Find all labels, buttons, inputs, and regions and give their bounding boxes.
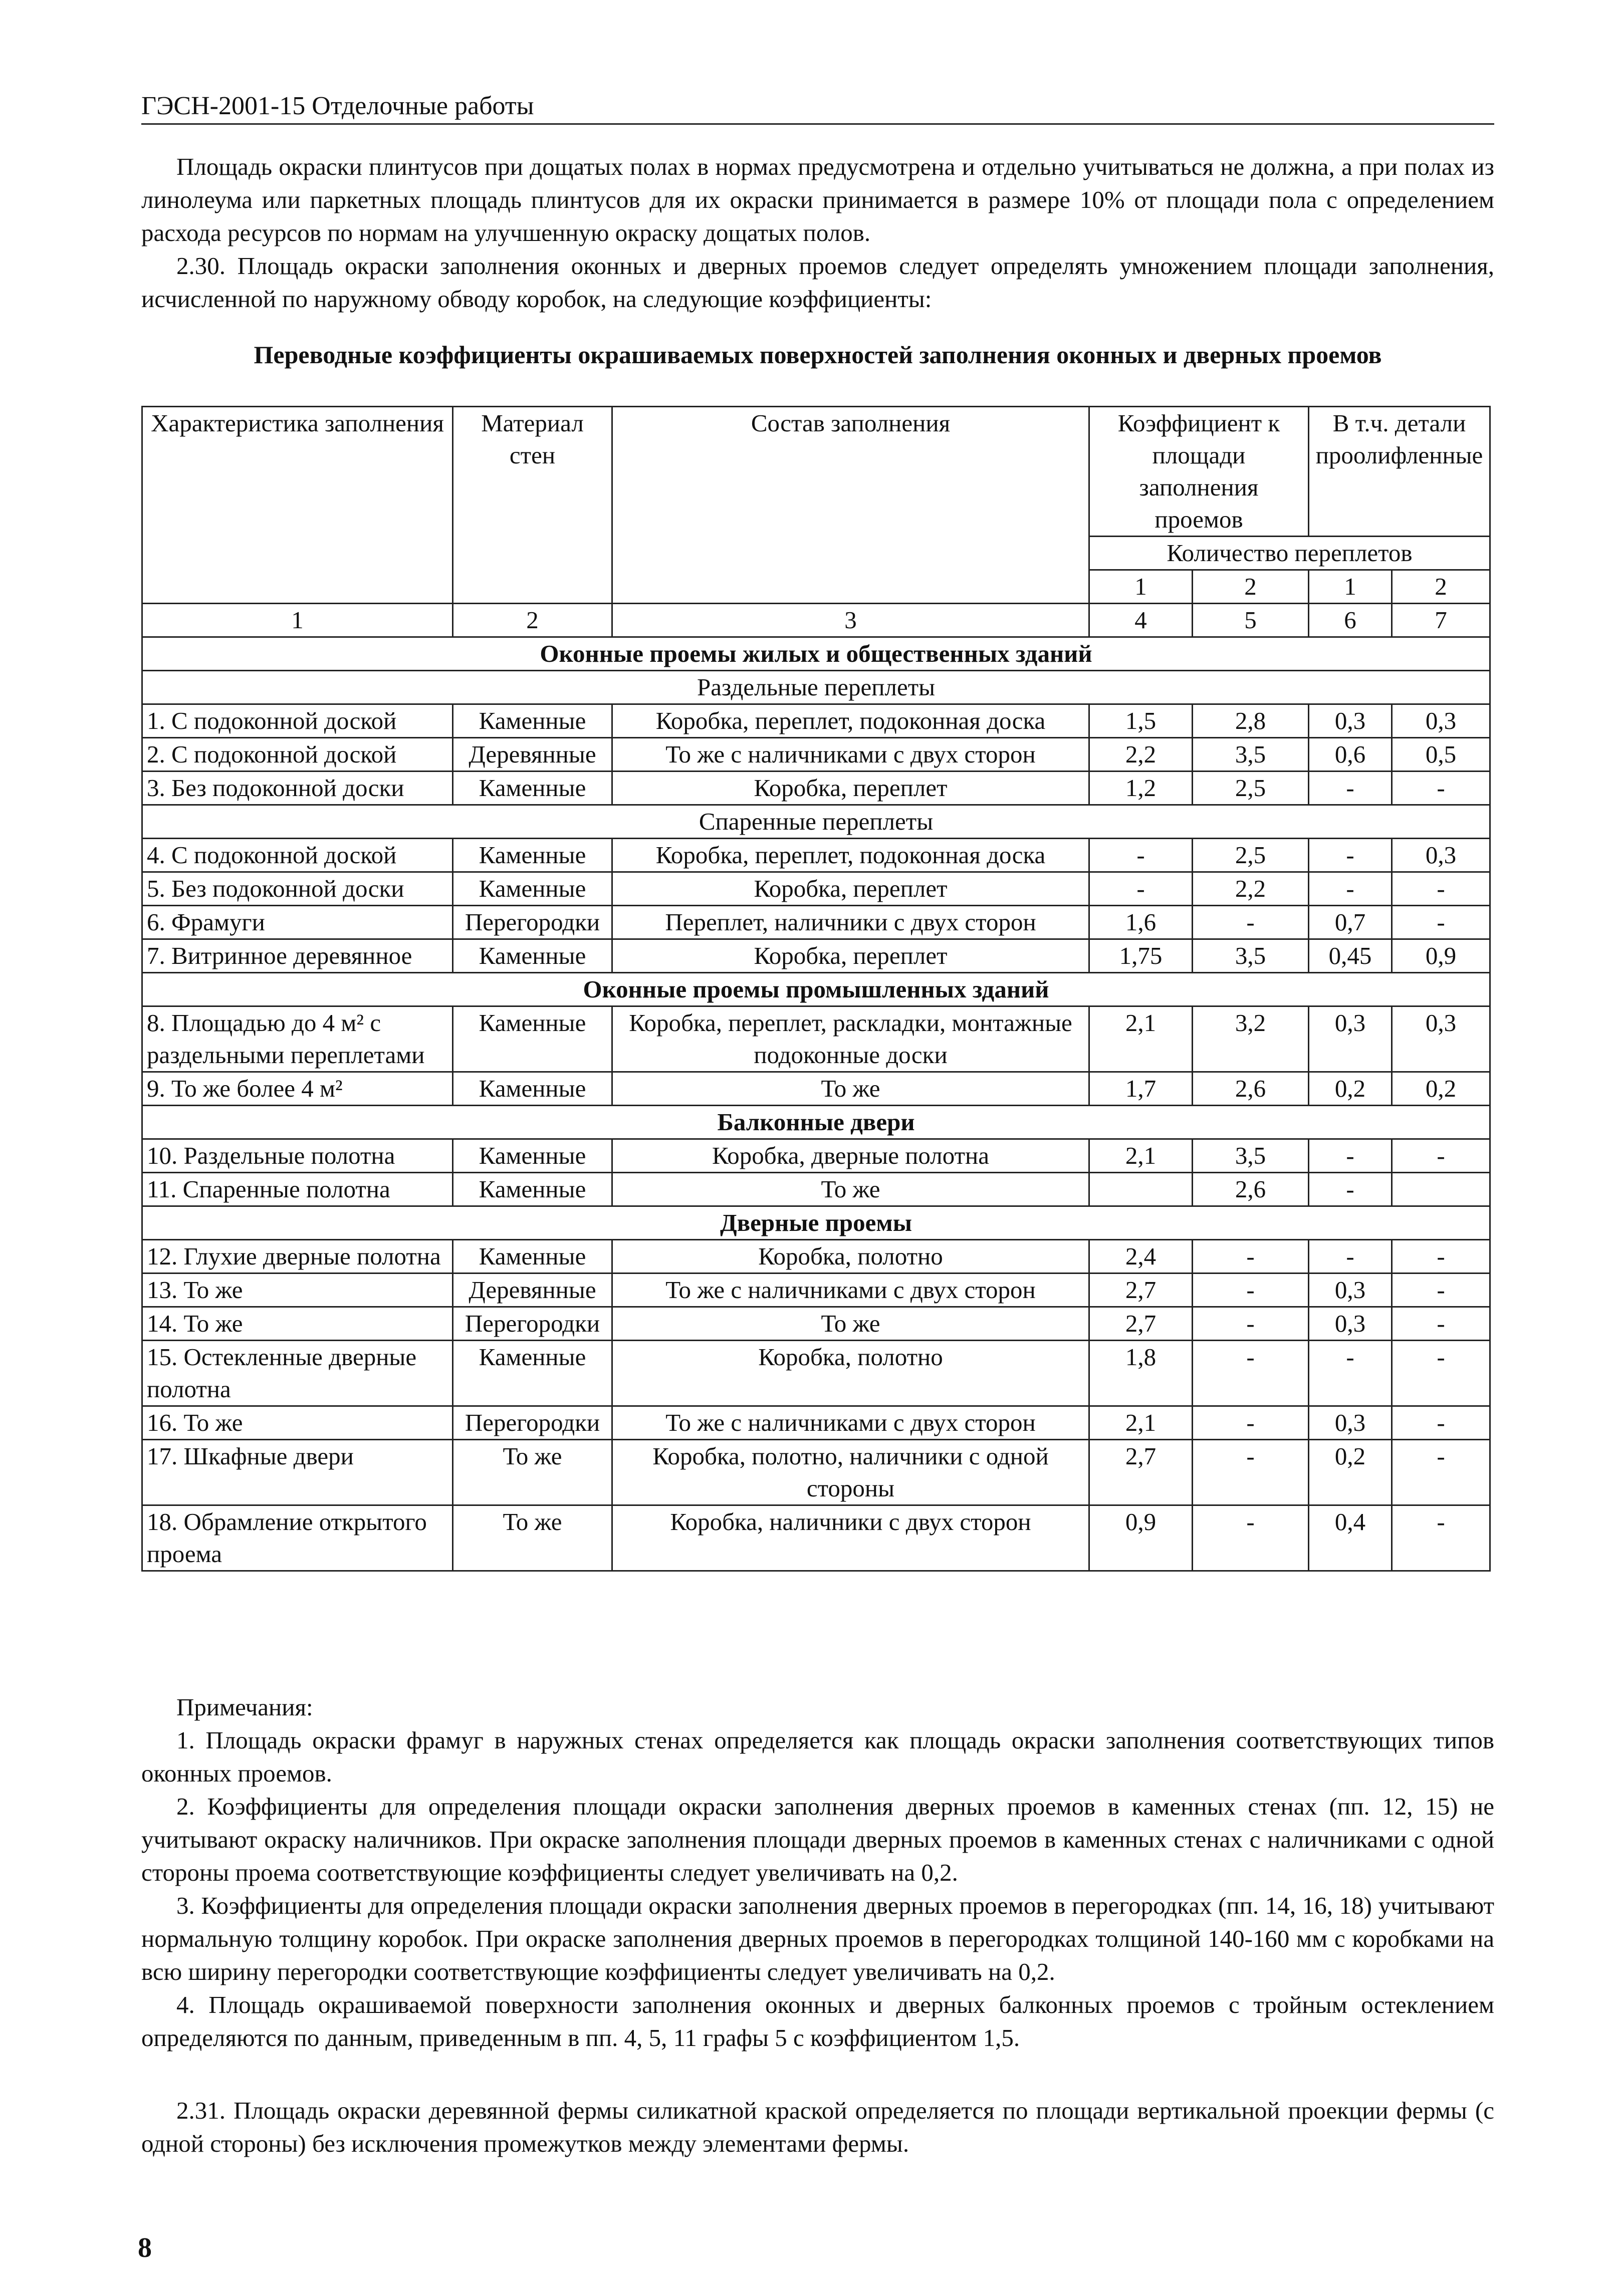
table-cell: 2,1 [1089,1406,1193,1440]
table-row [142,704,1490,738]
table-cell: 2,2 [1089,738,1193,772]
table-cell: - [1193,1307,1309,1341]
table-cell: 2,5 [1193,839,1309,872]
table-cell: - [1309,1139,1392,1173]
table-cell: - [1089,872,1193,906]
table-cell: 6. Фрамуги [142,906,453,939]
table-cell: 3,2 [1193,1006,1309,1072]
column-number: 4 [1089,604,1193,637]
table-row [142,1406,1490,1440]
column-number: 5 [1193,604,1309,637]
subsection-heading-row [142,671,1490,704]
table-row [142,772,1490,805]
table-cell: 0,2 [1392,1072,1490,1106]
section-heading: Дверные проемы [142,1206,1490,1240]
table-cell: 11. Спаренные полотна [142,1173,453,1206]
table-cell: - [1309,1240,1392,1273]
table-cell: - [1089,839,1193,872]
table-cell: 0,3 [1392,839,1490,872]
table-cell: - [1392,1307,1490,1341]
table-cell: 0,3 [1309,1406,1392,1440]
table-cell: Каменные [453,1006,612,1072]
table-cell: Коробка, наличники с двух сторон [612,1505,1089,1571]
table-cell: 7. Витринное деревянное [142,939,453,973]
column-header: 1 [1089,570,1193,604]
table-cell: - [1309,1341,1392,1406]
table-cell: - [1193,1273,1309,1307]
table-cell: То же [453,1505,612,1571]
table-cell: То же [612,1072,1089,1106]
table-row [142,1173,1490,1206]
table-cell: Каменные [453,1173,612,1206]
table-cell: Каменные [453,704,612,738]
table-cell: 2,2 [1193,872,1309,906]
table-cell: Коробка, переплет [612,772,1089,805]
table-cell: 2,1 [1089,1006,1193,1072]
table-cell: 2,7 [1089,1307,1193,1341]
table-cell: 8. Площадью до 4 м² с раздельными переплетами [142,1006,453,1072]
table-row [142,872,1490,906]
table-cell: 0,9 [1392,939,1490,973]
column-header: Коэффициент к площади заполнения проемов [1089,407,1309,537]
table-cell: 1,2 [1089,772,1193,805]
table-cell: - [1392,872,1490,906]
table-cell: 3. Без подоконной доски [142,772,453,805]
column-header: 1 [1309,570,1392,604]
table-cell: 3,5 [1193,1139,1309,1173]
coefficients-table [141,406,1491,1572]
table-cell: - [1392,1440,1490,1505]
table-title: Переводные коэффициенты окрашиваемых поверхностей заполнения оконных и дверных проемов [254,341,1382,369]
section-heading: Балконные двери [142,1106,1490,1139]
table-cell: 0,2 [1309,1072,1392,1106]
section-heading-row [142,973,1490,1006]
table-cell: 0,7 [1309,906,1392,939]
table-cell: Коробка, переплет, подоконная доска [612,839,1089,872]
paragraph-2-31: 2.31. Площадь окраски деревянной фермы силикатной краской определяется по площади вертикальной проекции фермы (с одной стороны) без исключения промежутков между элементами фермы. [141,2097,1494,2157]
section-heading: Оконные проемы промышленных зданий [142,973,1490,1006]
table-cell: 0,3 [1309,1273,1392,1307]
table-cell: Каменные [453,1240,612,1273]
column-header: 2 [1392,570,1490,604]
column-number: 6 [1309,604,1392,637]
table-cell: - [1193,1440,1309,1505]
table-row [142,1307,1490,1341]
table-row [142,839,1490,872]
table-cell: - [1193,1406,1309,1440]
document-header: ГЭСН-2001-15 Отделочные работы [141,90,1494,125]
table-row [142,1341,1490,1406]
table-cell: 2,7 [1089,1440,1193,1505]
table-cell: 0,3 [1392,1006,1490,1072]
note-item: 3. Коэффициенты для определения площади окраски заполнения дверных проемов в перегородках (пп. 14, 16, 18) учитывают нормальную толщину коробок. При окраске заполнения дверных проемов в перегородках толщиной 140-160 мм с коробками на всю ширину перегородки соответствующие коэффициенты следует увеличивать на 0,2. [141,1892,1494,1985]
table-cell: Каменные [453,1139,612,1173]
table-cell: Перегородки [453,906,612,939]
section-heading-row [142,1106,1490,1139]
table-cell: - [1193,906,1309,939]
table-cell: 17. Шкафные двери [142,1440,453,1505]
table-cell: - [1392,1406,1490,1440]
table-row [142,1505,1490,1571]
table-cell [1392,1173,1490,1206]
table-row [142,1072,1490,1106]
paragraph-2-30: 2.30. Площадь окраски заполнения оконных и дверных проемов следует определять умножением площади заполнения, исчисленной по наружному обводу коробок, на следующие коэффициенты: [141,252,1494,313]
table-cell: То же с наличниками с двух сторон [612,1406,1089,1440]
page-number: 8 [138,2232,152,2263]
table-cell: - [1392,906,1490,939]
table-cell: Коробка, полотно [612,1240,1089,1273]
table-cell: 1,6 [1089,906,1193,939]
notes-section [141,1691,1494,2055]
subsection-heading-row [142,805,1490,839]
table-row [142,1240,1490,1273]
table-cell: Коробка, переплет [612,872,1089,906]
note-item: 2. Коэффициенты для определения площади окраски заполнения дверных проемов в каменных стенах (пп. 12, 15) не учитывают окраску наличников. При окраске заполнения площади дверных проемов в каменных стенах с наличниками с одной стороны проема соответствующие коэффициенты следует увеличивать на 0,2. [141,1793,1494,1886]
table-cell: 0,3 [1309,704,1392,738]
table-cell: 2,1 [1089,1139,1193,1173]
table-cell: Каменные [453,1341,612,1406]
table-cell: 0,3 [1392,704,1490,738]
column-header: 2 [1193,570,1309,604]
table-cell: Каменные [453,872,612,906]
table-cell: Перегородки [453,1406,612,1440]
table-row [142,738,1490,772]
table-cell: Перегородки [453,1307,612,1341]
table-cell: 16. То же [142,1406,453,1440]
table-cell: 4. С подоконной доской [142,839,453,872]
table-cell: 0,9 [1089,1505,1193,1571]
table-cell: Коробка, переплет, раскладки, монтажные подоконные доски [612,1006,1089,1072]
column-number-row [142,604,1490,637]
table-cell: Коробка, дверные полотна [612,1139,1089,1173]
table-cell: 1,7 [1089,1072,1193,1106]
table-cell: - [1309,839,1392,872]
table-cell: 14. То же [142,1307,453,1341]
table-cell: Коробка, переплет [612,939,1089,973]
table-cell: 0,4 [1309,1505,1392,1571]
table-cell: 1. С подоконной доской [142,704,453,738]
table-cell: Деревянные [453,1273,612,1307]
table-row [142,1273,1490,1307]
table-cell: 2,6 [1193,1072,1309,1106]
table-cell: Деревянные [453,738,612,772]
table-row [142,1139,1490,1173]
paragraph-plinth: Площадь окраски плинтусов при дощатых полах в нормах предусмотрена и отдельно учитываться не должна, а при полах из линолеума или паркетных площадь плинтусов для их окраски принимается в размере 10% от площади пола с определением расхода ресурсов по нормам на улучшенную окраску дощатых полов. [141,153,1494,246]
column-header: Количество переплетов [1089,537,1490,570]
table-row [142,939,1490,973]
column-number: 3 [612,604,1089,637]
table-cell: То же [612,1173,1089,1206]
table-cell: - [1392,1273,1490,1307]
table-row [142,1440,1490,1505]
table-cell: 0,3 [1309,1006,1392,1072]
table-cell: 2,7 [1089,1273,1193,1307]
table-cell [1089,1173,1193,1206]
table-body [142,637,1490,1571]
table-cell: Каменные [453,939,612,973]
table-cell: - [1193,1240,1309,1273]
table-cell: 0,45 [1309,939,1392,973]
table-cell: Каменные [453,839,612,872]
table-cell: - [1309,1173,1392,1206]
note-item: 4. Площадь окрашиваемой поверхности заполнения оконных и дверных балконных проемов с тройным остеклением определяются по данным, приведенным в пп. 4, 5, 11 графы 5 с коэффициентом 1,5. [141,1991,1494,2052]
table-cell: 1,8 [1089,1341,1193,1406]
table-cell: То же с наличниками с двух сторон [612,1273,1089,1307]
subsection-heading: Раздельные переплеты [142,671,1490,704]
table-cell: 1,5 [1089,704,1193,738]
column-header: Характеристика заполнения [142,407,453,604]
table-cell: 13. То же [142,1273,453,1307]
table-cell: Коробка, полотно [612,1341,1089,1406]
column-number: 2 [453,604,612,637]
section-heading-row [142,637,1490,671]
table-cell: 10. Раздельные полотна [142,1139,453,1173]
table-header-row [142,407,1490,537]
table-cell: Коробка, полотно, наличники с одной стороны [612,1440,1089,1505]
table-row [142,1006,1490,1072]
table-cell: - [1392,1139,1490,1173]
table-cell: - [1392,1341,1490,1406]
table-cell: Переплет, наличники с двух сторон [612,906,1089,939]
table-cell: 18. Обрамление открытого проема [142,1505,453,1571]
table-cell: 12. Глухие дверные полотна [142,1240,453,1273]
table-cell: 2. С подоконной доской [142,738,453,772]
table-cell: 2,5 [1193,772,1309,805]
table-cell: 0,2 [1309,1440,1392,1505]
notes-title: Примечания: [176,1693,313,1721]
table-cell: Каменные [453,1072,612,1106]
table-cell: 0,3 [1309,1307,1392,1341]
table-cell: - [1392,1505,1490,1571]
table-cell: То же [612,1307,1089,1341]
note-item: 1. Площадь окраски фрамуг в наружных стенах определяется как площадь окраски заполнения соответствующих типов оконных проемов. [141,1726,1494,1787]
column-header: Материал стен [453,407,612,604]
section-heading-row [142,1206,1490,1240]
table-cell: 9. То же более 4 м² [142,1072,453,1106]
table-cell: - [1309,872,1392,906]
table-cell: 0,6 [1309,738,1392,772]
column-number: 1 [142,604,453,637]
table-cell: 5. Без подоконной доски [142,872,453,906]
table-cell: То же [453,1440,612,1505]
table-cell: - [1309,772,1392,805]
column-header: В т.ч. детали проолифленные [1309,407,1490,537]
table-cell: То же с наличниками с двух сторон [612,738,1089,772]
table-cell: 0,5 [1392,738,1490,772]
table-cell: 2,6 [1193,1173,1309,1206]
table-cell: 1,75 [1089,939,1193,973]
table-cell: 3,5 [1193,939,1309,973]
column-header: Состав заполнения [612,407,1089,604]
table-cell: - [1193,1505,1309,1571]
table-cell: - [1392,1240,1490,1273]
column-number: 7 [1392,604,1490,637]
table-cell: 2,4 [1089,1240,1193,1273]
table-cell: 2,8 [1193,704,1309,738]
subsection-heading: Спаренные переплеты [142,805,1490,839]
table-cell: - [1392,772,1490,805]
table-cell: - [1193,1341,1309,1406]
table-cell: Каменные [453,772,612,805]
table-cell: 15. Остекленные дверные полотна [142,1341,453,1406]
table-row [142,906,1490,939]
section-heading: Оконные проемы жилых и общественных зданий [142,637,1490,671]
table-cell: Коробка, переплет, подоконная доска [612,704,1089,738]
table-cell: 3,5 [1193,738,1309,772]
